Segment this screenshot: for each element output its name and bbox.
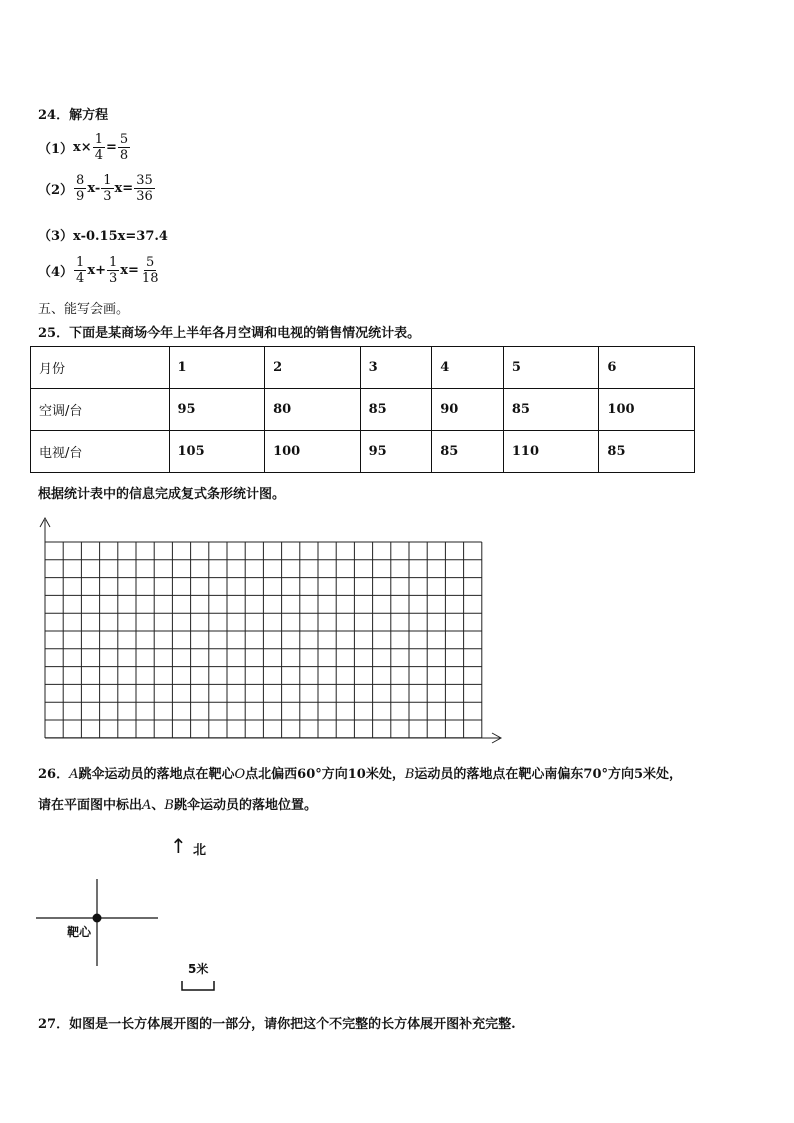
eq1-term: x× [73, 140, 92, 155]
eq2-label: （2） [38, 183, 74, 198]
fraction: $\frac{1}{3}$ [108, 255, 118, 286]
eq4-label: （4） [38, 265, 74, 280]
table-cell: 5 [503, 347, 599, 389]
table-cell: 月份 [31, 347, 170, 389]
q26-line2: 请在平面图中标出A、B跳伞运动员的落地位置。 [38, 798, 317, 813]
table-cell: 空调/台 [31, 389, 170, 431]
table-cell: 3 [360, 347, 432, 389]
table-cell: 85 [503, 389, 599, 431]
table-header-row [31, 347, 695, 389]
fraction: $\frac{8}{9}$ [76, 173, 85, 204]
table-cell: 85 [360, 389, 432, 431]
fraction: $\frac{1}{4}$ [76, 255, 85, 286]
fraction: $\frac{5}{8}$ [119, 132, 129, 163]
table-cell: 90 [432, 389, 504, 431]
eq1-label: （1） [38, 142, 74, 157]
table-cell: 4 [432, 347, 504, 389]
section-heading: 五、能写会画。 [38, 302, 130, 317]
equation-2 [38, 173, 156, 204]
equals-sign: = [105, 140, 117, 155]
equation-3 [38, 225, 168, 244]
fraction: $\frac{1}{3}$ [103, 173, 112, 204]
table-cell: 电视/台 [31, 431, 170, 473]
eq2-term: x= [114, 181, 134, 196]
scale-bar [180, 978, 220, 994]
table-cell: 2 [265, 347, 361, 389]
table-row [31, 389, 695, 431]
sales-table [30, 346, 695, 473]
eq4-term: x= [120, 263, 139, 278]
target-cross [36, 876, 166, 971]
scale-label: 5米 [188, 962, 209, 976]
eq3-label: （3） [38, 229, 74, 244]
north-arrow-icon: ↑ [170, 834, 187, 858]
eq4-term: x+ [87, 263, 106, 278]
table-cell: 100 [599, 389, 695, 431]
eq3-text: x-0.15x=37.4 [73, 229, 168, 244]
table-cell: 85 [432, 431, 504, 473]
fraction: $\frac{5}{18}$ [141, 255, 159, 286]
blank-grid [34, 514, 504, 744]
table-row [31, 431, 695, 473]
q26-line1: 26．A跳伞运动员的落地点在靶心O点北偏西60°方向10米处，B运动员的落地点在靶心南偏东70°方向5米处， [38, 767, 683, 782]
q25-title: 25．下面是某商场今年上半年各月空调和电视的销售情况统计表。 [38, 326, 421, 341]
q25-instruction: 根据统计表中的信息完成复式条形统计图。 [38, 487, 286, 502]
eq2-term: x- [87, 181, 101, 196]
table-cell: 85 [599, 431, 695, 473]
table-cell: 95 [360, 431, 432, 473]
table-cell: 110 [503, 431, 599, 473]
table-cell: 95 [169, 389, 265, 431]
q24-title: 24．解方程 [38, 108, 109, 123]
table-cell: 105 [169, 431, 265, 473]
table-cell: 100 [265, 431, 361, 473]
target-center-label: 靶心 [67, 925, 92, 939]
table-cell: 6 [599, 347, 695, 389]
target-center-dot [93, 914, 102, 923]
table-cell: 80 [265, 389, 361, 431]
north-label: 北 [193, 843, 207, 858]
fraction: $\frac{35}{36}$ [136, 173, 153, 204]
q27-title: 27．如图是一长方体展开图的一部分，请你把这个不完整的长方体展开图补充完整. [38, 1017, 516, 1032]
table-cell: 1 [169, 347, 265, 389]
fraction: $\frac{1}{4}$ [94, 132, 103, 163]
equation-1 [38, 132, 131, 163]
equation-4 [38, 255, 161, 286]
